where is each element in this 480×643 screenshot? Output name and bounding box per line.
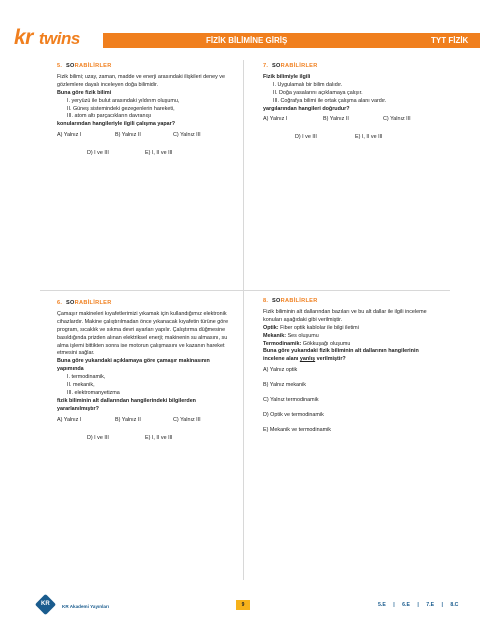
- item-list: [57, 98, 227, 122]
- option-b[interactable]: B) Yalnız II: [115, 132, 141, 139]
- options-row: [57, 132, 227, 140]
- option-b[interactable]: B) Yalnız II: [115, 416, 141, 423]
- option-c[interactable]: C) Yalnız III: [173, 132, 201, 139]
- subject-title: TYT FİZİK: [431, 36, 469, 45]
- option-b[interactable]: B) Yalnız mekanik: [263, 382, 306, 389]
- publisher-name: KR Akademi Yayınları: [62, 604, 109, 609]
- list-item: I. yeryüzü ile bulut arasındaki yıldırım oluşumu,: [67, 97, 180, 104]
- list-item: III. Coğrafya bilimi ile ortak çalışma alanı vardır.: [273, 97, 387, 104]
- option-d[interactable]: D) Optik ve termodinamik: [263, 411, 324, 418]
- option-a[interactable]: A) Yalnız optik: [263, 367, 298, 374]
- option-e[interactable]: E) I, II ve III: [145, 434, 173, 441]
- question-7: [263, 63, 443, 142]
- list-item: I. termodinamik,: [67, 374, 106, 381]
- options-row: [263, 134, 443, 142]
- question-6: [57, 300, 232, 443]
- chapter-title: FİZİK BİLİMİNE GİRİŞ: [206, 36, 288, 45]
- options-list: [263, 367, 441, 435]
- option-d[interactable]: D) I ve III: [87, 434, 109, 441]
- question-8: [263, 298, 441, 435]
- header-bar: [103, 33, 480, 48]
- option-b[interactable]: B) Yalnız II: [323, 116, 349, 123]
- definition-line: Mekanik: Ses oluşumu: [263, 332, 319, 339]
- option-a[interactable]: A) Yalnız I: [263, 116, 288, 123]
- logo-main: kr: [14, 26, 33, 49]
- list-item: II. Güneş sistemindeki gezegenlerin hareketi,: [67, 105, 175, 112]
- option-d[interactable]: D) I ve III: [87, 150, 109, 157]
- question-header: 5. SORABİLİRLER: [57, 63, 112, 69]
- question-text: Buna göre yukarıdaki fizik biliminin alt dallarının hangilerinin incelene alanı yanlış verilmiştir?: [263, 348, 419, 363]
- logo-sub: twins: [38, 29, 80, 48]
- option-c[interactable]: C) Yalnız termodinamik: [263, 397, 319, 404]
- options-row: [263, 116, 443, 124]
- option-e[interactable]: E) I, II ve III: [145, 150, 173, 157]
- question-text: fizik biliminin alt dallarından hangilerindeki bilgilerden yararlanılmıştır?: [57, 397, 196, 412]
- row-divider: [40, 290, 450, 291]
- option-a[interactable]: A) Yalnız I: [57, 132, 82, 139]
- question-header: 8. SORABİLİRLER: [263, 298, 318, 304]
- question-stem: Buna göre fizik bilimi: [57, 89, 112, 96]
- options-row: [57, 150, 227, 158]
- question-text: konularından hangileriyle ilgili çalışma yapar?: [57, 121, 176, 128]
- column-divider: [243, 60, 244, 580]
- question-intro: Fizik bilimi; uzay, zaman, madde ve enerji arasındaki ilişkileri deney ve gözlemlere dayalı inceleyen doğa bilimidir.: [57, 73, 225, 88]
- options-row: [57, 435, 232, 443]
- question-stem: Buna göre yukarıdaki açıklamaya göre çamaşır makinasının yapımında: [57, 358, 210, 373]
- item-list: [57, 374, 232, 398]
- list-item: III. atom altı parçacıkların davranışı: [67, 113, 152, 120]
- page-number: 9: [236, 600, 250, 610]
- option-a[interactable]: A) Yalnız I: [57, 416, 82, 423]
- item-list: [263, 82, 443, 106]
- option-c[interactable]: C) Yalnız III: [383, 116, 411, 123]
- brand-logo: [14, 26, 80, 50]
- question-intro: Çamaşır makineleri kıyafetlerimizi yıkamak için kullandığımız elektronik cihazlardır. Makine çalıştırılmadan önce yıkanacak kıyafetin türüne göre program, sıcaklık ve sıkma devri ayarları yapılır. Çalıştırma düğmesine basıldığında prizden alınan elektriksel enerji; makinenin su almasını, su alma işlemi bittikten sonra ise motorun çalışmasını ve kazanın hareket etmesini sağlar.: [57, 310, 229, 357]
- list-item: II. mekanik,: [67, 382, 95, 389]
- option-c[interactable]: C) Yalnız III: [173, 416, 201, 423]
- list-item: III. elektromanyetizma: [67, 389, 120, 396]
- list-item: II. Doğa yasalarını açıklamaya çalışır.: [273, 89, 363, 96]
- option-e[interactable]: E) I, II ve III: [355, 134, 383, 141]
- answer-key: 5.E | 6.E | 7.E | 8.C: [378, 602, 459, 608]
- question-stem: Fizik bilimiyle ilgili: [263, 73, 311, 80]
- question-text: yargılarından hangileri doğrudur?: [263, 105, 350, 112]
- definition-line: Optik: Fiber optik kablolar ile bilgi iletimi: [263, 324, 359, 331]
- definition-line: Termodinamik: Gökkuşağı oluşumu: [263, 340, 351, 347]
- option-e[interactable]: E) Mekanik ve termodinamik: [263, 426, 332, 433]
- publisher-logo-icon: KR: [35, 594, 56, 615]
- question-header: 7. SORABİLİRLER: [263, 63, 318, 69]
- option-d[interactable]: D) I ve III: [295, 134, 317, 141]
- list-item: I. Uygulamalı bir bilim dalıdır.: [273, 81, 343, 88]
- question-intro: Fizik biliminin alt dallarından bazıları ve bu alt dallar ile ilgili inceleme konuları aşağıdaki gibi verilmiştir.: [263, 308, 427, 323]
- options-row: [57, 417, 232, 425]
- question-5: [57, 63, 227, 158]
- question-header: 6. SORABİLİRLER: [57, 300, 112, 306]
